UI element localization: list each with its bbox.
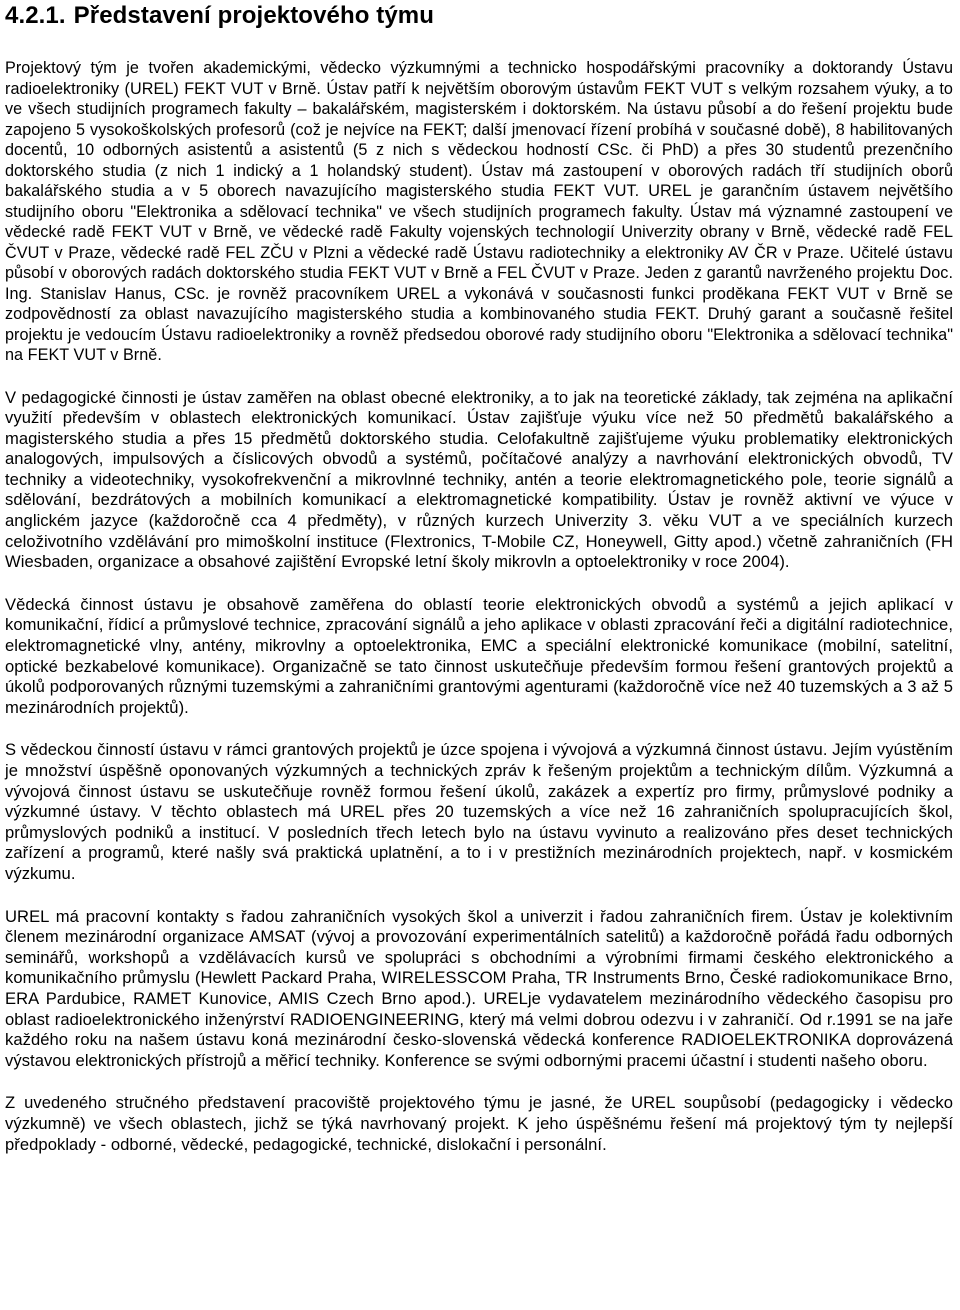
section-heading	[5, 0, 953, 30]
section-number: 4.2.1.	[5, 2, 66, 29]
paragraph-international-contacts: UREL má pracovní kontakty s řadou zahraničních vysokých škol a univerzit i řadou zahraničních firem. Ústav je kolektivním členem mezinárodní organizace AMSAT (vývoj a provozování experimentálních satelitů) a každoročně pořádá řadu odborných seminářů, workshopů a vzdělávacích kursů ve spolupráci s obchodními a výrobními firmami českého elektronického a komunikačního průmyslu (Hewlett Packard Praha, WIRELESSCOM Praha, TR Instruments Brno, České radiokomunikace Brno, ERA Pardubice, RAMET Kunovice, AMIS Czech Brno apod.). URELje vydavatelem mezinárodního vědeckého časopisu pro oblast radioelektronického inženýrství RADIOENGINEERING, který má velmi dobrou odezvu i v zahraničí. Od r.1991 se na jaře každého roku na našem ústavu koná mezinárodní česko-slovenská vědecká konference RADIOELEKTRONIKA doprovázená výstavou elektronických přístrojů a měřicí techniky. Konference se svými odbornými pracemi účastní i studenti našeho oboru.	[5, 906, 953, 1070]
paragraph-scientific-activity: Vědecká činnost ústavu je obsahově zaměřena do oblastí teorie elektronických obvodů a systémů a jejich aplikací v komunikační, řídicí a průmyslové technice, zpracování signálů a jeho aplikace v oblasti zpracování řeči a digitální radiotechnice, elektromagnetické vlny, antény, mikrovlny a optoelektronika, EMC a speciální elektronické komunikace (mobilní, satelitní, optické bezkabelové komunikace). Organizačně se tato činnost uskutečňuje především formou řešení grantových projektů a úkolů podporovaných různými tuzemskými a zahraničními grantovými agenturami (každoročně více než 40 tuzemských a 3 až 5 mezinárodních projektů).	[5, 594, 953, 717]
paragraph-conclusion: Z uvedeného stručného představení pracoviště projektového týmu je jasné, že UREL soupůsobí (pedagogicky i vědecko výzkumně) ve všech oblastech, jichž se týká navrhovaný projekt. K jeho úspěšnému řešení má projektový tým ty nejlepší předpoklady - odborné, vědecké, pedagogické, technické, dislokační i personální.	[5, 1093, 953, 1154]
paragraph-pedagogical-activity: V pedagogické činnosti je ústav zaměřen na oblast obecné elektroniky, a to jak na teoretické základy, tak zejména na aplikační využití především v oblastech elektronických komunikací. Ústav zajišťuje výuku více než 50 předmětů bakalářského a magisterského studia a přes 15 předmětů doktorského studia. Celofakultně zajišťujeme výuku problematiky elektronických analogových, impulsových a číslicových obvodů a systémů, počítačové analýzy a navrhování elektronických obvodů, TV techniky a videotechniky, vysokofrekvenční a mikrovlnné techniky, antén a teorie elektromagnetického pole, teorie signálů a sdělování, bezdrátových a mobilních komunikací a elektromagnetické kompatibility. Ústav je rovněž aktivní ve výuce v anglickém jazyce (každoročně cca 4 předměty), v různých kurzech Univerzity 3. věku VUT a ve speciálních kurzech celoživotního vzdělávání pro mimoškolní instituce (Flextronics, T-Mobile CZ, Honeywell, Gitty apod.) včetně zahraničních (FH Wiesbaden, organizace a obsahové zajištění Evropské letní školy mikrovln a optoelektroniky v roce 2004).	[5, 387, 953, 572]
paragraph-research-development: S vědeckou činností ústavu v rámci grantových projektů je úzce spojena i vývojová a výzkumná činnost ústavu. Jejím vyústěním je množství úspěšně oponovaných výzkumných a technických zpráv k řešeným projektům a technickým dílům. Výzkumná a vývojová činnost ústavu se uskutečňuje rovněž formou řešení úkolů, zakázek a expertíz pro firmy, průmyslové podniky a výzkumné ústavy. V těchto oblastech má UREL přes 20 tuzemských a více než 16 zahraničních spolupracujících škol, průmyslových podniků a institucí. V posledních třech letech bylo na ústavu vyvinuto a realizováno přes deset technických zařízení a programů, které našly svá praktická uplatnění, a to i v prestižních mezinárodních projektech, např. v kosmickém výzkumu.	[5, 740, 953, 883]
paragraph-project-team: Projektový tým je tvořen akademickými, vědecko výzkumnými a technicko hospodářskými pracovníky a doktorandy Ústavu radioelektroniky (UREL) FEKT VUT v Brně. Ústav patří k největším oborovým ústavům FEKT VUT s velkým rozsahem výuky, a to ve všech studijních programech fakulty – bakalářském, magisterském i doktorském. Na ústavu působí a do řešení projektu bude zapojeno 5 vysokoškolských profesorů (což je nejvíce na FEKT; další jmenovací řízení probíhá v současné době), 8 habilitovaných docentů, 10 odborných asistentů a asistentů (5 z nich s vědeckou hodností CSc. či PhD) a přes 30 studentů prezenčního doktorského studia (z nich 1 indický a 1 holandský student). Ústav má zastoupení v oborových radách tří studijních oborů bakalářského studia a v 5 oborech navazujícího magisterského studia FEKT VUT. UREL je garančním ústavem největšího studijního oboru "Elektronika a sdělovací technika" ve všech studijních programech fakulty. Ústav má významné zastoupení ve vědecké radě FEKT VUT v Brně, ve vědecké radě Fakulty vojenských technologií Univerzity obrany v Brně, vědecké radě FEL ČVUT v Praze, vědecké radě FEL ZČU v Plzni a vědecké radě Ústavu radiotechniky a elektroniky AV ČR v Praze. Učitelé ústavu působí v oborových radách doktorského studia FEKT VUT v Brně a FEL ČVUT v Praze. Jeden z garantů navrženého projektu Doc. Ing. Stanislav Hanus, CSc. je rovněž pracovníkem UREL a vykonává v současnosti funkci proděkana FEKT VUT v Brně se zodpovědností za oblast navazujícího magisterského studia a kombinovaného studia FEKT. Druhý garant a současně řešitel projektu je vedoucím Ústavu radioelektroniky a rovněž předsedou oborové rady studijního oboru "Elektronika a sdělovací technika" na FEKT VUT v Brně.	[5, 59, 953, 364]
section-title: Představení projektového týmu	[73, 2, 434, 29]
